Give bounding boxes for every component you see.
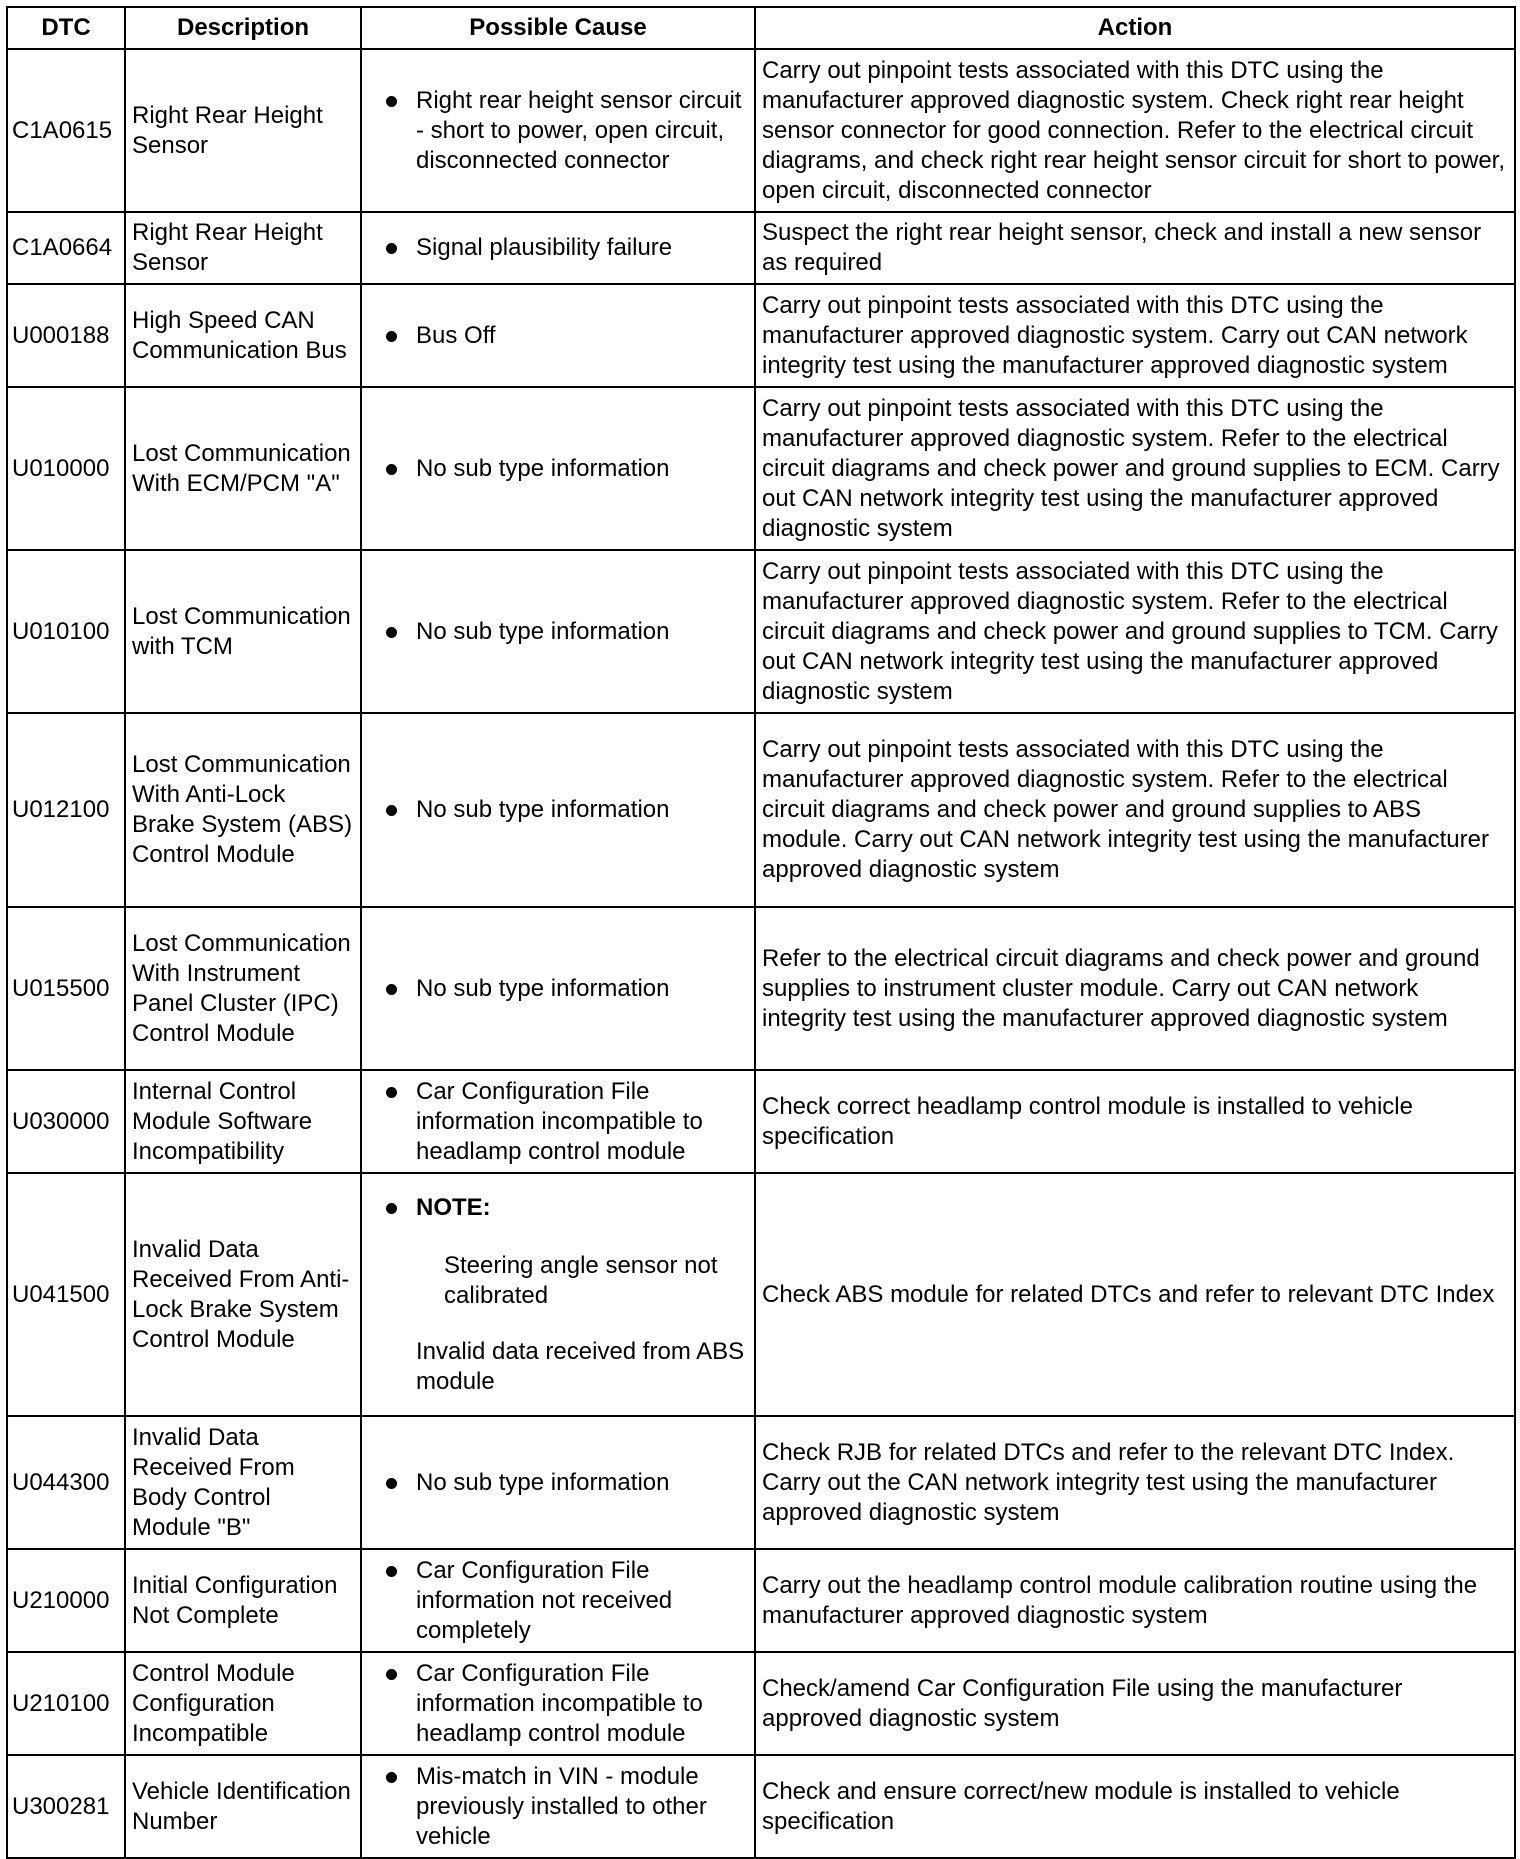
description-cell: Control Module Configuration Incompatible — [125, 1652, 361, 1755]
cause-bullet: Car Configuration File information incompatible to headlamp control module — [368, 1659, 748, 1749]
action-cell: Refer to the electrical circuit diagrams and check power and ground supplies to instrument cluster module. Carry out CAN network integrity test using the manufacturer approved diagnostic system — [755, 907, 1515, 1070]
header-action: Action — [755, 7, 1515, 49]
possible-cause-cell — [361, 1173, 755, 1416]
cause-bullet: Mis-match in VIN - module previously installed to other vehicle — [368, 1762, 748, 1852]
table-row — [7, 713, 1515, 907]
action-cell: Check/amend Car Configuration File using the manufacturer approved diagnostic system — [755, 1652, 1515, 1755]
description-cell: Internal Control Module Software Incompatibility — [125, 1070, 361, 1173]
cause-bullet: No sub type information — [368, 617, 748, 647]
cause-extra-text: Invalid data received from ABS module — [416, 1337, 745, 1395]
header-row — [7, 7, 1515, 49]
possible-cause-cell — [361, 212, 755, 284]
possible-cause-cell — [361, 387, 755, 550]
dtc-code: U210000 — [7, 1549, 125, 1652]
possible-cause-cell — [361, 1549, 755, 1652]
note-label: NOTE: — [368, 1193, 748, 1223]
action-cell: Carry out pinpoint tests associated with this DTC using the manufacturer approved diagnostic system. Check right rear height sensor connector for good connection. Refer to the electrical circuit diagrams, and check right rear height sensor circuit for short to power, open circuit, disconnected connector — [755, 49, 1515, 212]
dtc-code: C1A0664 — [7, 212, 125, 284]
header-possible-cause: Possible Cause — [361, 7, 755, 49]
action-cell: Carry out pinpoint tests associated with this DTC using the manufacturer approved diagnostic system. Refer to the electrical circuit diagrams and check power and ground supplies to TCM. Carry out CAN network integrity test using the manufacturer approved diagnostic system — [755, 550, 1515, 713]
description-cell: Right Rear Height Sensor — [125, 212, 361, 284]
description-cell: Right Rear Height Sensor — [125, 49, 361, 212]
cause-bullet: Right rear height sensor circuit - short to power, open circuit, disconnected connector — [368, 86, 748, 176]
table-row — [7, 212, 1515, 284]
dtc-code: U030000 — [7, 1070, 125, 1173]
dtc-code: C1A0615 — [7, 49, 125, 212]
table-row — [7, 1070, 1515, 1173]
table-row — [7, 1549, 1515, 1652]
dtc-code: U044300 — [7, 1416, 125, 1549]
dtc-code: U010100 — [7, 550, 125, 713]
dtc-table — [6, 6, 1516, 1859]
cause-bullet: No sub type information — [368, 974, 748, 1004]
possible-cause-cell — [361, 284, 755, 387]
description-cell: Lost Communication With ECM/PCM "A" — [125, 387, 361, 550]
table-row — [7, 1416, 1515, 1549]
dtc-code: U041500 — [7, 1173, 125, 1416]
action-cell: Carry out the headlamp control module calibration routine using the manufacturer approved diagnostic system — [755, 1549, 1515, 1652]
description-cell: Lost Communication with TCM — [125, 550, 361, 713]
table-row — [7, 1755, 1515, 1858]
dtc-code: U012100 — [7, 713, 125, 907]
dtc-code: U210100 — [7, 1652, 125, 1755]
action-cell: Check ABS module for related DTCs and refer to relevant DTC Index — [755, 1173, 1515, 1416]
action-cell: Check and ensure correct/new module is installed to vehicle specification — [755, 1755, 1515, 1858]
table-row — [7, 387, 1515, 550]
dtc-code: U300281 — [7, 1755, 125, 1858]
cause-bullet: Car Configuration File information incompatible to headlamp control module — [368, 1077, 748, 1167]
possible-cause-cell — [361, 49, 755, 212]
table-row — [7, 1652, 1515, 1755]
possible-cause-cell — [361, 907, 755, 1070]
possible-cause-cell — [361, 1070, 755, 1173]
description-cell: Invalid Data Received From Anti-Lock Brake System Control Module — [125, 1173, 361, 1416]
table-row — [7, 1173, 1515, 1416]
table-row — [7, 550, 1515, 713]
description-cell: High Speed CAN Communication Bus — [125, 284, 361, 387]
possible-cause-cell — [361, 713, 755, 907]
cause-bullet: No sub type information — [368, 795, 748, 825]
possible-cause-cell — [361, 1652, 755, 1755]
description-cell: Invalid Data Received From Body Control Module "B" — [125, 1416, 361, 1549]
action-cell: Suspect the right rear height sensor, check and install a new sensor as required — [755, 212, 1515, 284]
action-cell: Check RJB for related DTCs and refer to the relevant DTC Index. Carry out the CAN network integrity test using the manufacturer approved diagnostic system — [755, 1416, 1515, 1549]
table-row — [7, 907, 1515, 1070]
description-cell: Initial Configuration Not Complete — [125, 1549, 361, 1652]
description-cell: Vehicle Identification Number — [125, 1755, 361, 1858]
dtc-code: U010000 — [7, 387, 125, 550]
dtc-code: U000188 — [7, 284, 125, 387]
possible-cause-cell — [361, 1416, 755, 1549]
note-text: Steering angle sensor not calibrated — [444, 1251, 718, 1309]
possible-cause-cell — [361, 550, 755, 713]
description-cell: Lost Communication With Anti-Lock Brake System (ABS) Control Module — [125, 713, 361, 907]
action-cell: Check correct headlamp control module is installed to vehicle specification — [755, 1070, 1515, 1173]
action-cell: Carry out pinpoint tests associated with this DTC using the manufacturer approved diagnostic system. Refer to the electrical circuit diagrams and check power and ground supplies to ECM. Carry out CAN network integrity test using the manufacturer approved diagnostic system — [755, 387, 1515, 550]
action-cell: Carry out pinpoint tests associated with this DTC using the manufacturer approved diagnostic system. Carry out CAN network integrity test using the manufacturer approved diagnostic system — [755, 284, 1515, 387]
description-cell: Lost Communication With Instrument Panel Cluster (IPC) Control Module — [125, 907, 361, 1070]
action-cell: Carry out pinpoint tests associated with this DTC using the manufacturer approved diagnostic system. Refer to the electrical circuit diagrams and check power and ground supplies to ABS module. Carry out CAN network integrity test using the manufacturer approved diagnostic system — [755, 713, 1515, 907]
possible-cause-cell — [361, 1755, 755, 1858]
header-description: Description — [125, 7, 361, 49]
cause-bullet: Signal plausibility failure — [368, 233, 748, 263]
cause-bullet: No sub type information — [368, 454, 748, 484]
cause-bullet: Bus Off — [368, 321, 748, 351]
table-row — [7, 284, 1515, 387]
table-row — [7, 49, 1515, 212]
dtc-code: U015500 — [7, 907, 125, 1070]
cause-bullet: Car Configuration File information not received completely — [368, 1556, 748, 1646]
cause-bullet: No sub type information — [368, 1468, 748, 1498]
header-dtc: DTC — [7, 7, 125, 49]
